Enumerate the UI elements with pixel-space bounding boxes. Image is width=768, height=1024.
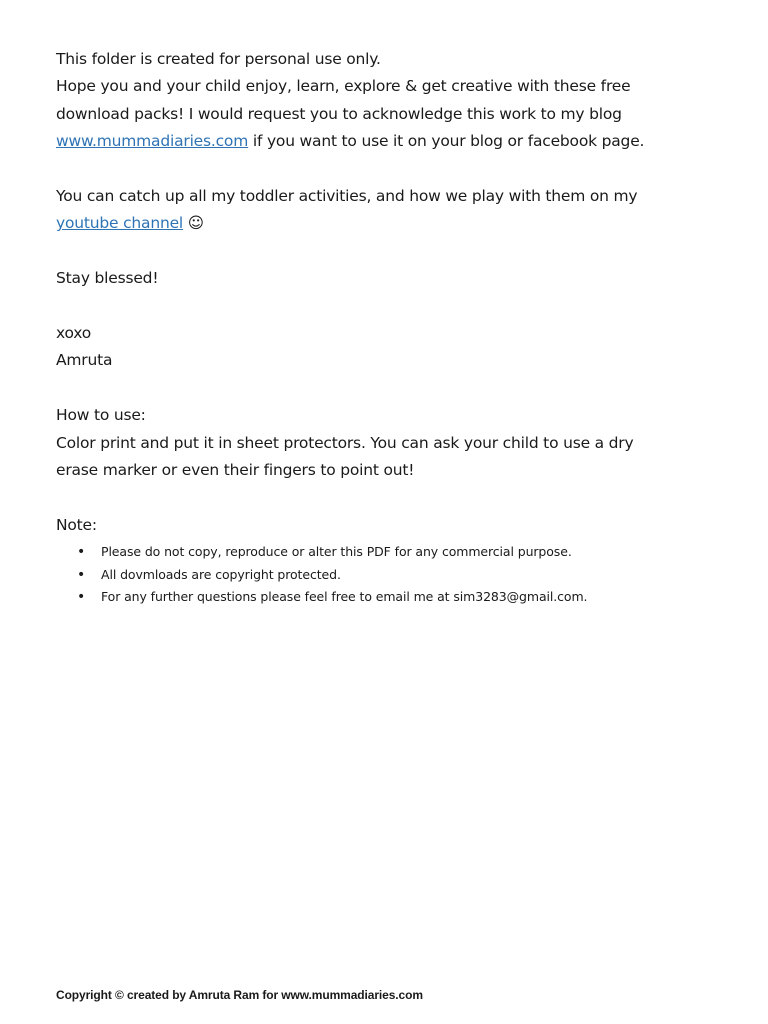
note-list xyxy=(56,541,716,609)
note-heading: Note: xyxy=(56,515,97,534)
note-item-text: All dovmloads are copyright protected. xyxy=(101,566,341,582)
bullet-icon: • xyxy=(77,589,86,606)
document-body xyxy=(56,46,716,609)
spacer xyxy=(56,238,716,265)
note-item xyxy=(56,586,716,609)
spacer xyxy=(56,375,716,402)
spacer xyxy=(56,156,716,183)
note-item-text: For any further questions please feel free to email me at sim3283@gmail.com. xyxy=(101,589,588,605)
note-item-text: Please do not copy, reproduce or alter this PDF for any commercial purpose. xyxy=(101,544,572,560)
bullet-icon: • xyxy=(77,544,86,561)
intro-line-3: download packs! I would request you to acknowledge this work to my blog xyxy=(56,104,622,123)
signature-name: Amruta xyxy=(56,351,113,370)
how-to-use-line-1: Color print and put it in sheet protectors. You can ask your child to use a dry xyxy=(56,433,634,452)
how-to-use-heading: How to use: xyxy=(56,406,146,425)
bullet-icon: • xyxy=(77,566,86,583)
copyright-footer: Copyright © created by Amruta Ram for www.mummadiaries.com xyxy=(56,988,423,1002)
smiley-icon: ☺ xyxy=(183,214,204,233)
youtube-line-1: You can catch up all my toddler activities, and how we play with them on my xyxy=(56,187,638,206)
intro-line-2: Hope you and your child enjoy, learn, explore & get creative with these free xyxy=(56,77,631,96)
hugs-text: xoxo xyxy=(56,324,92,343)
note-item xyxy=(56,564,716,587)
youtube-line-2 xyxy=(56,210,716,237)
intro-line-4-text: if you want to use it on your blog or facebook page. xyxy=(248,132,645,151)
blog-link[interactable]: www.mummadiaries.com xyxy=(56,132,249,151)
intro-line-1: This folder is created for personal use only. xyxy=(56,50,381,68)
blessing-text: Stay blessed! xyxy=(56,269,159,288)
youtube-channel-link[interactable]: youtube channel xyxy=(56,214,184,233)
intro-line-4 xyxy=(56,128,716,155)
spacer xyxy=(56,293,716,320)
note-item xyxy=(56,541,716,564)
spacer xyxy=(56,484,716,511)
how-to-use-line-2: erase marker or even their fingers to point out! xyxy=(56,461,415,480)
